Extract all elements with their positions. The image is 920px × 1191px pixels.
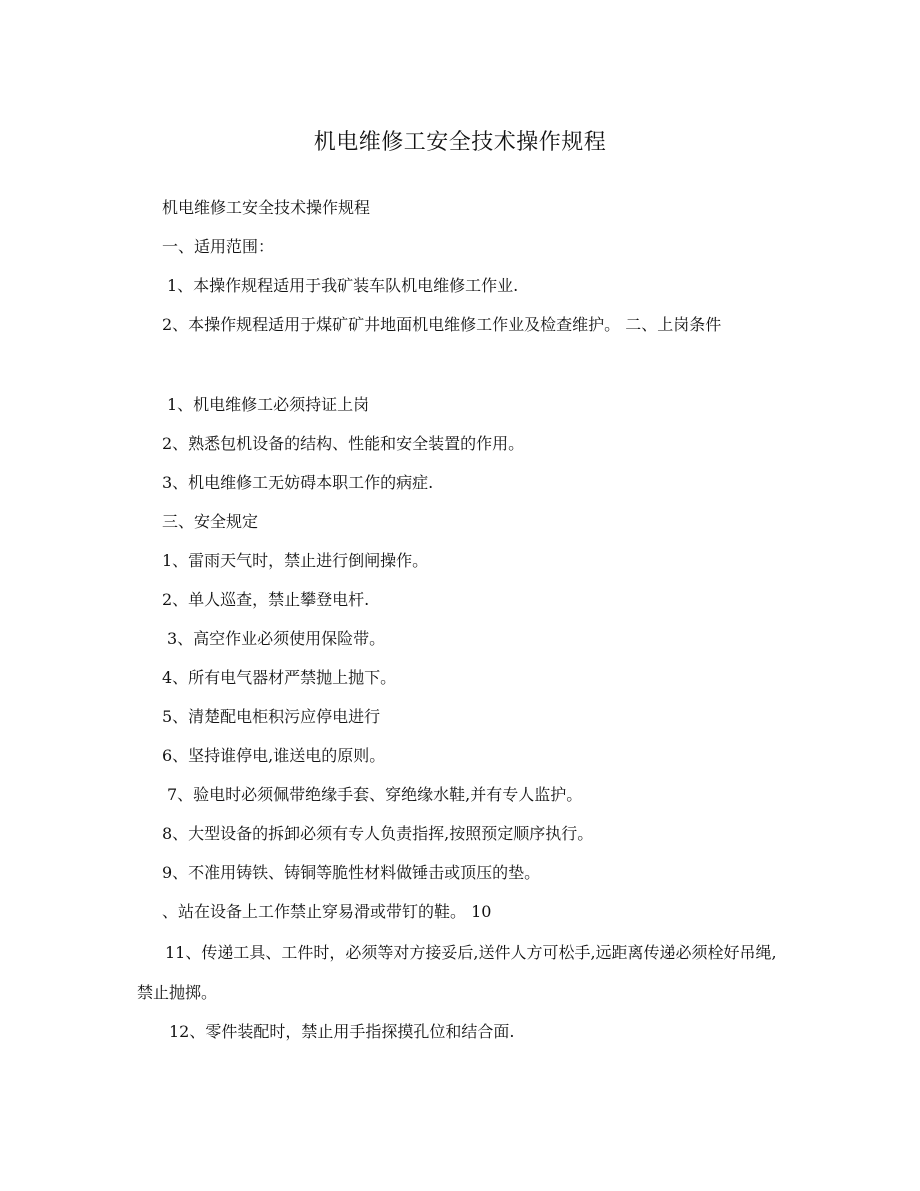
document-title: 机电维修工安全技术操作规程 — [313, 130, 607, 155]
safety-item-1: 1、雷雨天气时，禁止进行倒闸操作。 — [162, 551, 429, 570]
safety-item-2: 2、单人巡查，禁止攀登电杆. — [162, 590, 370, 609]
subtitle: 机电维修工安全技术操作规程 — [162, 198, 371, 217]
safety-item-6: 6、坚持谁停电,谁送电的原则。 — [162, 746, 386, 765]
scope-item-2: 2、本操作规程适用于煤矿矿井地面机电维修工作业及检查维护。 二、上岗条件 — [162, 315, 722, 334]
safety-item-3: 3、高空作业必须使用保险带。 — [167, 629, 386, 648]
requirement-item-3: 3、机电维修工无妨碍本职工作的病症. — [162, 473, 434, 492]
requirement-item-1: 1、机电维修工必须持证上岗 — [167, 395, 370, 414]
section-heading-scope: 一、适用范围： — [162, 237, 275, 256]
safety-item-12: 12、零件装配时，禁止用手指探摸孔位和结合面. — [169, 1022, 515, 1041]
scope-item-1: 1、本操作规程适用于我矿装车队机电维修工作业. — [167, 276, 519, 295]
requirement-item-2: 2、熟悉包机设备的结构、性能和安全装置的作用。 — [162, 434, 525, 453]
section-heading-safety: 三、安全规定 — [162, 512, 259, 531]
safety-item-11: 11、传递工具、工件时，必须等对方接妥后,送件人方可松手,远距离传递必须栓好吊绳,禁止抛掷。 — [137, 943, 777, 1002]
safety-item-10: 、站在设备上工作禁止穿易滑或带钉的鞋。 10 — [162, 902, 492, 921]
safety-item-9: 9、不准用铸铁、铸铜等脆性材料做锤击或顶压的垫。 — [162, 863, 541, 882]
safety-item-8: 8、大型设备的拆卸必须有专人负责指挥,按照预定顺序执行。 — [162, 824, 594, 843]
safety-item-7: 7、验电时必须佩带绝缘手套、穿绝缘水鞋,并有专人监护。 — [167, 785, 583, 804]
safety-item-4: 4、所有电气器材严禁抛上抛下。 — [162, 668, 397, 687]
safety-item-5: 5、清楚配电柜积污应停电进行 — [162, 707, 381, 726]
